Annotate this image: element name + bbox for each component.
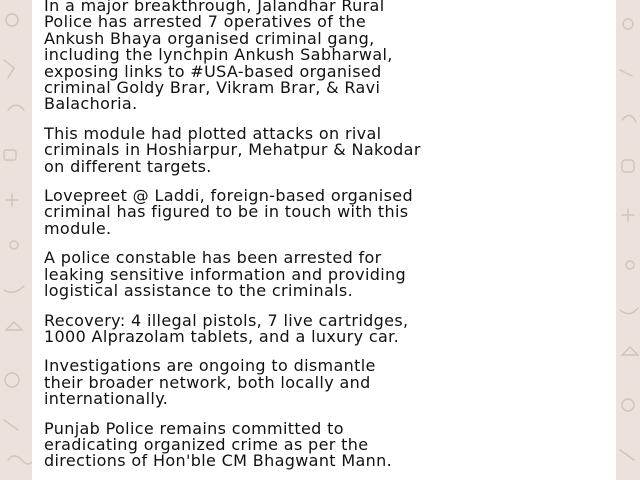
message-bubble bbox=[32, 0, 616, 480]
message-paragraph-6: Investigations are ongoing to dismantle their broader network, both locally and internationally. bbox=[44, 356, 376, 409]
message-paragraph-3: Lovepreet @ Laddi, foreign-based organised criminal has figured to be in touch with this module. bbox=[44, 186, 413, 238]
doodle-line bbox=[620, 70, 632, 76]
message-paragraph-7: Punjab Police remains committed to eradicating organized crime as per the directions of Hon'ble CM Bhagwant Mann. bbox=[44, 418, 393, 471]
doodle-wave bbox=[620, 308, 638, 314]
doodle-circle bbox=[6, 14, 18, 26]
doodle-square bbox=[4, 150, 16, 160]
doodle-triangle bbox=[622, 347, 638, 355]
doodle-dot bbox=[626, 261, 634, 269]
doodle-square bbox=[622, 160, 634, 172]
message-paragraph-4: A police constable has been arrested for leaking sensitive information and providing logistical assistance to the criminals. bbox=[44, 248, 407, 301]
doodle-circle bbox=[623, 19, 633, 29]
message-paragraph-1: In a major breakthrough, Jalandhar Rural Police has arrested 7 operatives of the Ankush Bhaya organised criminal gang, including the lynchpin Ankush Sabharwal, exposing links to #USA-based organised criminal Goldy Brar, Vikram Brar, & Ravi Balachoria. bbox=[44, 0, 393, 114]
message-paragraph-2: This module had plotted attacks on rival criminals in Hoshiarpur, Mehatpur & Nakodar on different targets. bbox=[44, 123, 421, 176]
doodle-dot bbox=[10, 241, 18, 249]
doodle-line bbox=[4, 420, 18, 430]
doodle-zigzag bbox=[4, 60, 14, 78]
doodle-line bbox=[620, 450, 634, 460]
doodle-arc bbox=[8, 105, 24, 110]
doodle-ring bbox=[622, 399, 634, 411]
doodle-plus bbox=[6, 194, 18, 206]
doodle-arc bbox=[622, 115, 636, 122]
doodle-plus bbox=[622, 209, 634, 221]
doodle-squiggle bbox=[8, 456, 34, 464]
doodle-wave bbox=[4, 286, 24, 292]
doodle-ring bbox=[5, 373, 19, 387]
message-paragraph-5: Recovery: 4 illegal pistols, 7 live cartridges, 1000 Alprazolam tablets, and a luxury car. bbox=[44, 310, 409, 346]
doodle-triangle bbox=[6, 322, 22, 330]
